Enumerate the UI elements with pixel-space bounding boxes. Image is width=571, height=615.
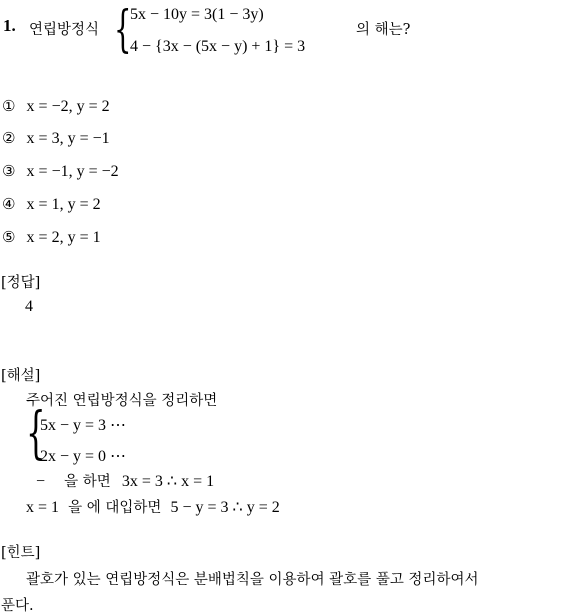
minus-sign: −: [36, 473, 46, 490]
choice-text: x = −2, y = 2: [26, 98, 110, 115]
step-1-math: 3x = 3 ∴ x = 1: [121, 473, 215, 490]
explanation-step-1: [36, 470, 214, 491]
step-2-value: x = 1: [26, 499, 60, 516]
choice-5[interactable]: [2, 227, 101, 247]
step-2-math: 5 − y = 3 ∴ y = 2: [170, 499, 280, 516]
choice-1[interactable]: [2, 96, 110, 116]
system-brace: {: [114, 0, 132, 58]
question-equation-2: 4 − {3x − (5x − y) + 1} = 3: [130, 38, 306, 55]
choice-text: x = 1, y = 2: [26, 196, 101, 213]
choice-text: x = −1, y = −2: [26, 163, 119, 180]
explanation-intro: 주어진 연립방정식을 정리하면: [26, 393, 218, 409]
question-number: 1.: [3, 16, 16, 35]
hint-heading: [힌트]: [1, 545, 41, 561]
choice-mark: ⑤: [2, 228, 16, 246]
explanation-brace: {: [26, 401, 46, 466]
explanation-step-2: [26, 496, 280, 517]
choice-text: x = 2, y = 1: [26, 229, 101, 246]
step-2-text: 을 에 대입하면: [68, 500, 162, 516]
choice-3[interactable]: [2, 161, 119, 181]
explanation-heading: [해설]: [1, 368, 41, 384]
choice-mark: ②: [2, 129, 16, 147]
choice-2[interactable]: [2, 128, 110, 148]
choice-mark: ④: [2, 195, 16, 213]
choice-mark: ①: [2, 97, 16, 115]
explanation-system-2: 2x − y = 0 ⋯: [40, 448, 127, 465]
question-prompt: 연립방정식: [29, 22, 100, 38]
question-equation-1: 5x − 10y = 3(1 − 3y): [130, 6, 264, 23]
hint-line-1: 괄호가 있는 연립방정식은 분배법칙을 이용하여 괄호를 풀고 정리하여서: [26, 572, 479, 588]
choice-mark: ③: [2, 162, 16, 180]
hint-line-2: 푼다.: [1, 598, 34, 614]
choice-4[interactable]: [2, 194, 101, 214]
answer-heading: [정답]: [1, 275, 41, 291]
answer-value: 4: [25, 298, 33, 315]
choice-text: x = 3, y = −1: [26, 130, 110, 147]
question-suffix: 의 해는?: [356, 22, 411, 38]
step-1-text: 을 하면: [64, 474, 111, 490]
explanation-system-1: 5x − y = 3 ⋯: [40, 417, 127, 434]
